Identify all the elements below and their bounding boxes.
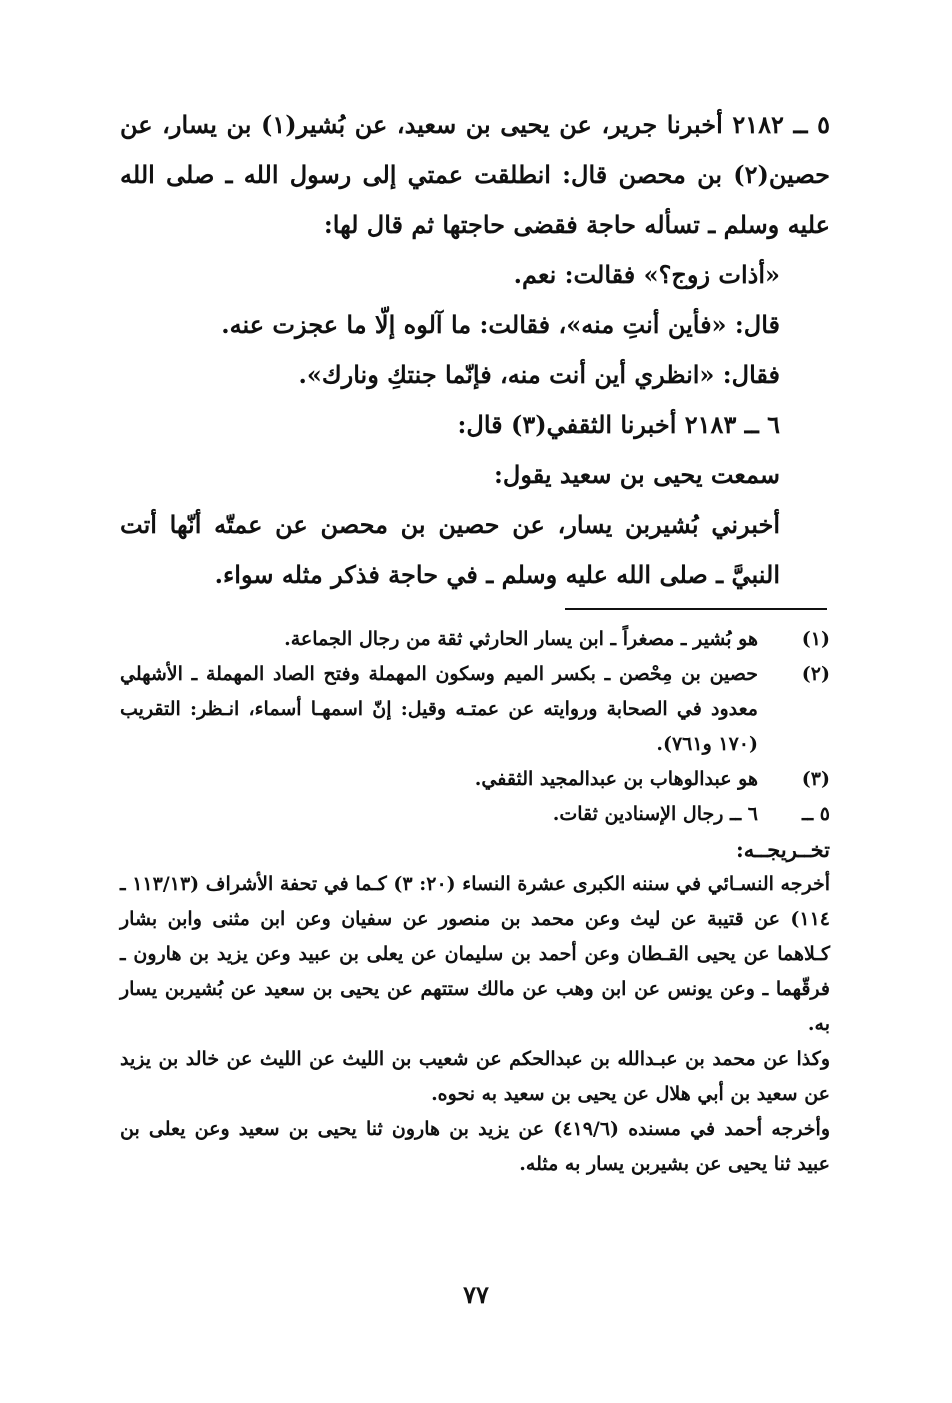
hadith-2183: ٦ ــ ٢١٨٣ أخبرنا الثقفي(٣) قال: [457,410,780,439]
footnote-divider [565,608,827,610]
footnote-mark: (٢) [801,663,830,685]
dialogue-line-1: «أذات زوج؟» فقالت: نعم. [513,260,780,289]
hadith-2182: ٥ ــ ٢١٨٢ أخبرنا جرير، عن يحيى بن سعيد، عن بُشير(١) بن يسار، عن حصين(٢) بن محصن قال: انطلقت عمتي إلى رسول الله ـ صلى الله عليه وسلم ـ تسأله حاجة فقضى حاجتها ثم قال لها: [120,110,830,239]
footnote-text: ٦ ــ رجال الإسنادين ثقات. [552,803,758,825]
takhrij-paragraph: أخرجه النسـائي في سننه الكبرى عشرة النساء (٢٠: ٣) كـما في تحفة الأشراف (١١٣/١٣ ـ ١١٤) عن قتيبة عن ليث وعن محمد بن منصور عن سفيان وعن ابن مثنى وابن بشار كـلاهما عن يحيى القـطان وعن أحمد بن سليمان عن يعلى بن عبيد وعن يزيد بن هارون ـ فرقّهما ـ وعن يونس عن ابن وهب عن مالك ستتهم عن يحيى بن سعيد عن بُشيربن يسار به. [120,873,830,1035]
dialogue-line-2: قال: «فأين أنتِ منه»، فقالت: ما آلوه إلّا ما عجزت عنه. [221,310,780,339]
page-number: ٧٧ [463,1280,489,1309]
narration-line: سمعت يحيى بن سعيد يقول: [494,460,780,489]
footnote-mark: (١) [801,628,830,650]
footnote-text: حصين بن مِحْصن ـ بكسر الميم وسكون المهملة وفتح الصاد المهملة ـ الأشهلي معدود في الصحابة وروايته عن عمتـه وقيل: إنّ اسمهـا أسماء، انـظر: التقريب (١٧٠ و٧٦١). [120,663,758,755]
hadith-2183-text: أخبرني بُشيربن يسار، عن حصين بن محصن عن عمتّه أنّها أتت النبيَّ ـ صلى الله عليه وسلم ـ في حاجة فذكر مثله سواء. [120,510,780,589]
takhrij-heading: تخــريجــه: [735,837,830,862]
footnote [120,657,830,762]
footnote [120,797,830,832]
takhrij-paragraph: وكذا عن محمد بن عبـدالله بن عبدالحكم عن شعيب بن الليث عن الليث عن خالد بن يزيد عن سعيد بن أبي هلال عن يحيى بن سعيد به نحوه. [120,1048,830,1105]
footnotes-section [120,622,830,1182]
footnote-text: هو عبدالوهاب بن عبدالمجيد الثقفي. [474,768,758,790]
takhrij-paragraph: وأخرجه أحمد في مسنده (٤١٩/٦) عن يزيد بن هارون ثنا يحيى بن سعيد وعن يعلى بن عبيد ثنا يحيى عن بشيربن يسار به مثله. [120,1118,830,1175]
footnote-mark: ٥ ــ [802,803,830,825]
footnote-text: هو بُشير ـ مصغراً ـ ابن يسار الحارثي ثقة من رجال الجماعة. [284,628,758,650]
footnote [120,622,830,657]
footnote-mark: (٣) [801,768,830,790]
dialogue-line-3: فقال: «انظري أين أنت منه، فإنّما جنتكِ ونارك». [298,360,780,389]
main-text [120,100,830,600]
footnote [120,762,830,797]
